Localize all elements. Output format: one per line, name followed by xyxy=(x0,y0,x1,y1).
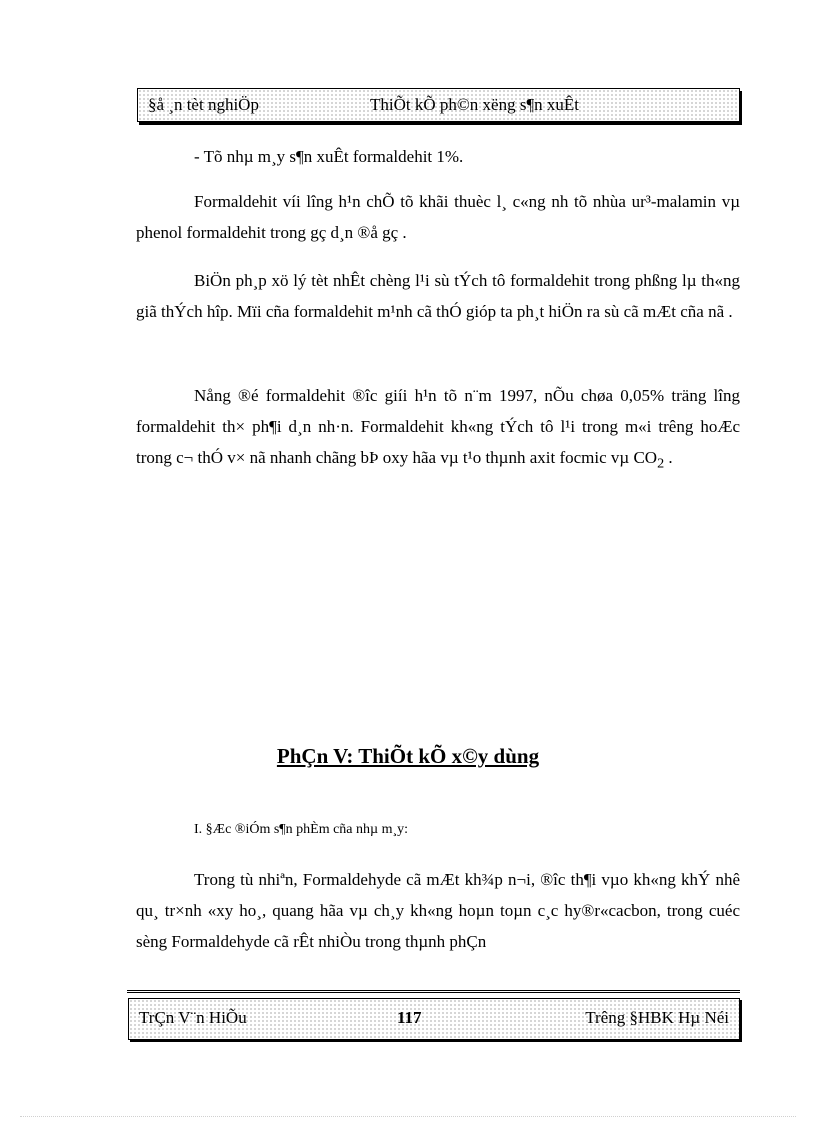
page-bottom-edge xyxy=(20,1116,796,1117)
paragraph-3 xyxy=(136,380,740,479)
header-document-type: §å ¸n tèt nghiÖp xyxy=(148,95,259,114)
page-footer xyxy=(128,998,740,1040)
subsection-heading: I. §Æc ®iÓm s¶n phÈm cña nhµ m¸y: xyxy=(194,822,409,837)
paragraph-3-end: . xyxy=(664,448,673,467)
paragraph-3-text: Nång ®é formaldehit ®îc giíi h¹n tõ n¨m 1997, nÕu chøa 0,05% träng lîng formaldehit th× ph¶i d¸n nh·n. Formaldehit kh«ng tÝch tô l¹i trong m«i trêng hoÆc trong c¬ thÓ v× nã nhanh chãng bÞ oxy hãa vµ t¹o thµnh axit focmic vµ CO xyxy=(136,386,740,467)
header-document-title: ThiÕt kÕ ph©n xëng s¶n xuÊt xyxy=(370,95,580,114)
section-heading: PhÇn V: ThiÕt kÕ x©y dùng xyxy=(276,744,540,768)
paragraph-1: Formaldehit víi lîng h¹n chÕ tõ khãi thuèc l¸ c«ng nh tõ nhùa ur³-malamin vµ phenol formaldehit trong gç d¸n ®å gç . xyxy=(136,192,740,242)
bullet-line: - Tõ nhµ m¸y s¶n xuÊt formaldehit 1%. xyxy=(194,147,464,166)
footer-divider xyxy=(127,990,740,993)
footer-author: TrÇn V¨n HiÕu xyxy=(139,1008,247,1027)
page-number: 117 xyxy=(397,1008,422,1027)
subscript-2: 2 xyxy=(657,455,665,472)
paragraph-2: BiÖn ph¸p xö lý tèt nhÊt chèng l¹i sù tÝch tô formaldehit trong phßng lµ th«ng giã thÝch hîp. Mïi cña formaldehit m¹nh cã thÓ gióp ta ph¸t hiÖn ra sù cã mÆt cña nã . xyxy=(136,271,740,321)
footer-school: Trêng §HBK Hµ Néi xyxy=(585,1008,729,1027)
paragraph-4: Trong tù nhiªn, Formaldehyde cã mÆt kh¾p n¬i, ®îc th¶i vµo kh«ng khÝ nhê qu¸ tr×nh «xy ho¸, quang hãa vµ ch¸y kh«ng hoµn toµn c¸c hy®r«cacbon, trong cuéc sèng Formaldehyde cã rÊt nhiÒu trong thµnh phÇn xyxy=(136,870,740,951)
page-header xyxy=(137,88,740,122)
